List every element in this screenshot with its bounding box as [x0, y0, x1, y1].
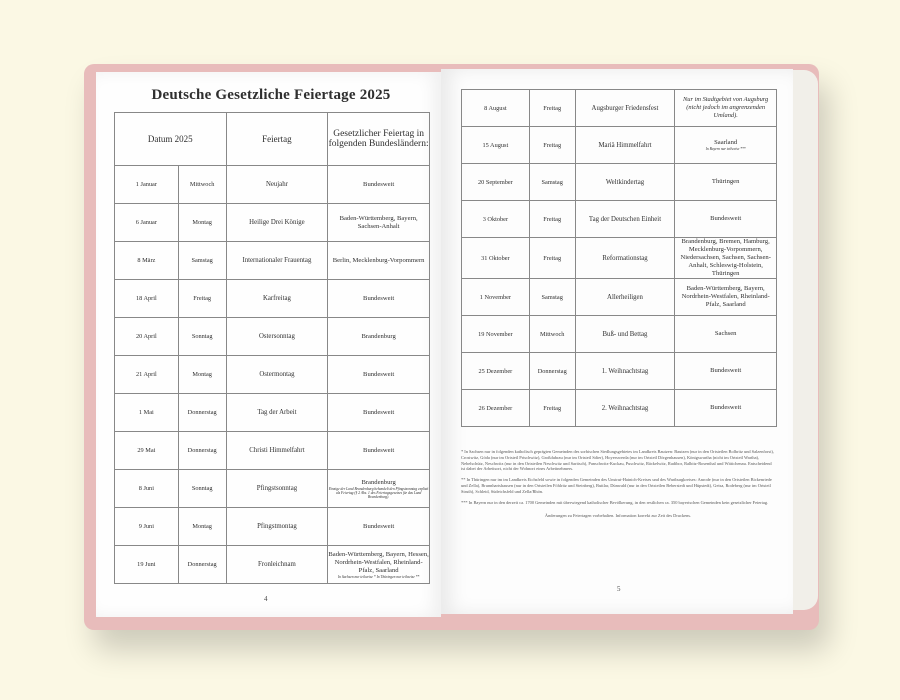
- states-cell-text: Brandenburg, Bremen, Hamburg, Mecklenburg-Vorpommern, Niedersachsen, Sachsen, Sachsen-Anhalt, Schleswig-Holstein, Thüringen: [680, 238, 771, 277]
- holiday-name-cell-text: Tag der Arbeit: [257, 409, 297, 416]
- holiday-name-cell-text: Allerheiligen: [607, 293, 643, 301]
- date-cell: [115, 166, 179, 204]
- weekday-cell-text: Donnerstag: [187, 409, 217, 416]
- date-cell-text: 20 September: [477, 178, 513, 186]
- holiday-name-cell: [575, 316, 675, 353]
- states-cell-text: Baden-Württemberg, Bayern, Nordrhein-Westfalen, Rheinland-Pfalz, Saarland: [681, 285, 770, 308]
- holiday-name-cell-text: Fronleichnam: [258, 561, 296, 568]
- states-cell-text: Baden-Württemberg, Bayern, Sachsen-Anhalt: [339, 214, 418, 230]
- date-cell-text: 6 Januar: [135, 219, 157, 226]
- holiday-name-cell-text: Karfreitag: [262, 295, 291, 302]
- holiday-name-cell-text: 2. Weihnachtstag: [601, 404, 649, 412]
- states-cell-text: Bundesweit: [363, 294, 395, 302]
- states-cell: [675, 127, 777, 164]
- table-row: [115, 242, 430, 280]
- states-cell-text: Nur im Stadtgebiet von Augsburg (nicht jedoch im angrenzenden Umland).: [683, 96, 769, 119]
- weekday-cell: [178, 166, 226, 204]
- date-cell: [462, 390, 530, 427]
- table-row: [462, 164, 777, 201]
- weekday-cell: [178, 318, 226, 356]
- table-row: [462, 279, 777, 316]
- weekday-cell: [529, 390, 575, 427]
- date-cell: [115, 546, 179, 584]
- states-cell: [328, 546, 430, 584]
- header-states: Gesetzlicher Feiertag in folgenden Bundesländern:: [328, 113, 430, 166]
- states-cell: [328, 432, 430, 470]
- states-cell-text: Brandenburg: [361, 332, 396, 340]
- holiday-name-cell-text: Weltkindertag: [605, 178, 645, 186]
- date-cell: [462, 127, 530, 164]
- holiday-name-cell: [226, 432, 328, 470]
- weekday-cell: [529, 127, 575, 164]
- states-cell-text: Berlin, Mecklenburg-Vorpommern: [332, 256, 425, 264]
- table-row: [115, 204, 430, 242]
- weekday-cell: [178, 280, 226, 318]
- footnote-3: *** In Bayern nur in den derzeit ca. 1700 Gemeinden mit überwiegend katholischer Bevölkerung, in den restlichen ca. 350 bayerischen Gemeinden kein gesetzlicher Feiertag.: [461, 499, 769, 505]
- holiday-name-cell: [575, 127, 675, 164]
- date-cell: [462, 90, 530, 127]
- holiday-name-cell: [226, 204, 328, 242]
- date-cell: [462, 201, 530, 238]
- date-cell-text: 8 August: [484, 104, 507, 112]
- holiday-name-cell: [575, 238, 675, 279]
- page-title: Deutsche Gesetzliche Feiertage 2025: [151, 87, 391, 103]
- weekday-cell: [529, 238, 575, 279]
- page-number: 4: [264, 595, 268, 603]
- holiday-name-cell-text: Buß- und Bettag: [602, 330, 648, 338]
- states-cell: [675, 238, 777, 279]
- holiday-name-cell-text: Internationaler Frauentag: [242, 257, 312, 264]
- weekday-cell-text: Mittwoch: [539, 330, 565, 338]
- date-cell-text: 8 März: [137, 257, 156, 264]
- date-cell-text: 1 Januar: [135, 181, 157, 188]
- weekday-cell-text: Montag: [192, 371, 212, 378]
- holiday-name-cell-text: Heilige Drei Könige: [249, 219, 305, 226]
- holiday-name-cell: [575, 201, 675, 238]
- holiday-name-cell: [226, 470, 328, 508]
- states-cell-text: Sachsen: [714, 330, 737, 337]
- weekday-cell-text: Freitag: [543, 141, 562, 149]
- holiday-table-left: [114, 112, 430, 584]
- table-row: [115, 356, 430, 394]
- holiday-name-cell: [226, 318, 328, 356]
- date-cell: [462, 316, 530, 353]
- table-row: [462, 201, 777, 238]
- states-cell-text: Thüringen: [711, 178, 740, 185]
- holiday-name-cell: [226, 242, 328, 280]
- holiday-name-cell: [575, 90, 675, 127]
- holiday-name-cell: [226, 280, 328, 318]
- weekday-cell: [529, 90, 575, 127]
- holiday-name-cell-text: Ostermontag: [259, 371, 295, 378]
- states-cell: [328, 318, 430, 356]
- states-cell-text: Bundesweit: [363, 522, 395, 530]
- weekday-cell: [529, 353, 575, 390]
- table-row: [115, 432, 430, 470]
- date-cell: [115, 204, 179, 242]
- state-footnote: Einzige der Land Brandenburg behandelt den Pfingstsonntag explizit als Feiertag (§ 2 Abs. 1 des Feiertagsgesetzes für das Land Brandenburg).: [328, 486, 429, 499]
- table-row: [462, 353, 777, 390]
- weekday-cell: [178, 432, 226, 470]
- holiday-name-cell: [575, 353, 675, 390]
- weekday-cell-text: Donnerstag: [187, 447, 217, 454]
- weekday-cell-text: Sonntag: [191, 485, 213, 492]
- states-cell: [328, 394, 430, 432]
- holiday-name-cell-text: Pfingstmontag: [257, 523, 297, 530]
- states-cell-text: Bundesweit: [710, 215, 742, 222]
- weekday-cell: [178, 204, 226, 242]
- footnote-1: * In Sachsen nur in folgenden katholisch geprägten Gemeinden des sorbischen Siedlungsgebietes im Landkreis Bautzen: Bautzen (nur in den Ortsteilen Bolbritz und Salzenforst), Crostwitz, Göda (nur im Ortsteil Prischwitz), Großdubrau (nur im Ortsteil Sdier), Hoyerswerda (nur im Ortsteil Dörgenhausen), Königswartha (nicht im Ortsteil Wartha), Nebelschütz, Neschwitz (nur in den Ortsteilen Neschwitz und Saritsch), Panschwitz-Kuckau, Puschwitz, Räckelwitz, Radibor, Ralbitz-Rosenthal und Wittichenau. Entscheidend ist dabei der Arbeitsort, nicht der Wohnort eines Arbeitnehmers.: [461, 449, 774, 472]
- state-footnote: In Bayern nur teilweise ***: [705, 147, 746, 151]
- holiday-name-cell: [575, 164, 675, 201]
- holiday-name-cell-text: Tag der Deutschen Einheit: [588, 215, 662, 223]
- weekday-cell: [178, 394, 226, 432]
- date-cell-text: 1 November: [479, 293, 512, 301]
- table-row: [462, 90, 777, 127]
- table-row: [115, 394, 430, 432]
- table-row: [115, 166, 430, 204]
- table-row: [462, 316, 777, 353]
- date-cell-text: 20 April: [135, 333, 157, 340]
- states-cell: [328, 508, 430, 546]
- date-cell: [462, 353, 530, 390]
- weekday-cell-text: Freitag: [543, 215, 562, 223]
- table-row: [462, 390, 777, 427]
- date-cell: [115, 432, 179, 470]
- table-row: [462, 238, 777, 279]
- weekday-cell-text: Freitag: [543, 254, 562, 262]
- states-cell: [675, 316, 777, 353]
- date-cell: [462, 164, 530, 201]
- date-cell-text: 21 April: [135, 371, 157, 378]
- date-cell-text: 1 Mai: [138, 409, 154, 416]
- disclaimer: Änderungen zu Feiertagen vorbehalten. Information korrekt zur Zeit des Druckens.: [544, 513, 692, 519]
- holiday-name-cell-text: Reformationstag: [602, 254, 648, 262]
- table-row: [115, 508, 430, 546]
- states-cell-text: Bundesweit: [363, 370, 395, 378]
- page-block-edge: [790, 70, 818, 610]
- weekday-cell: [178, 356, 226, 394]
- holiday-name-cell: [226, 508, 328, 546]
- footnotes: [461, 449, 775, 524]
- date-cell: [462, 238, 530, 279]
- states-cell: [328, 280, 430, 318]
- weekday-cell: [529, 279, 575, 316]
- states-cell: [675, 353, 777, 390]
- holiday-name-cell-text: Christi Himmelfahrt: [249, 447, 305, 454]
- date-cell: [115, 242, 179, 280]
- weekday-cell: [529, 164, 575, 201]
- weekday-cell: [529, 201, 575, 238]
- header-holiday: Feiertag: [226, 113, 328, 166]
- date-cell-text: 25 Dezember: [478, 367, 513, 375]
- states-cell: [675, 164, 777, 201]
- states-cell: [328, 356, 430, 394]
- holiday-name-cell: [226, 394, 328, 432]
- states-cell-text: Bundesweit: [710, 404, 742, 411]
- states-cell-text: Bundesweit: [710, 367, 742, 374]
- states-cell: [675, 390, 777, 427]
- states-cell: [328, 242, 430, 280]
- weekday-cell: [529, 316, 575, 353]
- states-cell: [328, 166, 430, 204]
- holiday-name-cell-text: Neujahr: [265, 181, 288, 188]
- footnote-2: ** In Thüringen nur im im Landkreis Eichsfeld sowie in folgenden Gemeinden des Unstrut-Hainich-Kreises und des Wartburgkreises: Anrode (nur in den Ortsteilen Bickenriede und Zella), Brunnhartshausen (nur in den Ortsteilen Föhlritz und Steinberg), Buttlar, Dünwald (nur in den Ortsteilen Beberstedt und Hüpstedt), Geisa, Rodeberg (nur im Ortsteil Struth), Schleid, Südeichsfeld und Zella/Rhön.: [461, 477, 772, 494]
- weekday-cell-text: Montag: [192, 219, 212, 226]
- states-cell-text: Bundesweit: [363, 408, 395, 416]
- holiday-name-cell: [226, 356, 328, 394]
- holiday-name-cell-text: Augsburger Friedensfest: [591, 104, 659, 112]
- states-cell-text: Bundesweit: [363, 180, 395, 188]
- states-cell-text: Brandenburg: [361, 478, 396, 486]
- state-footnote: In Sachsen nur teilweise * In Thüringen nur teilweise **: [337, 574, 420, 579]
- table-row: [115, 318, 430, 356]
- date-cell-text: 15 August: [482, 141, 509, 149]
- weekday-cell-text: Sonntag: [191, 333, 213, 340]
- states-cell: [675, 201, 777, 238]
- weekday-cell-text: Donnerstag: [537, 367, 567, 375]
- date-cell-text: 9 Juni: [138, 523, 154, 530]
- weekday-cell-text: Freitag: [543, 104, 562, 112]
- table-row: [115, 470, 430, 508]
- table-row: [462, 127, 777, 164]
- weekday-cell-text: Freitag: [193, 295, 212, 302]
- table-row: [115, 280, 430, 318]
- date-cell-text: 19 Juni: [137, 561, 156, 568]
- page-number: 5: [617, 585, 621, 593]
- weekday-cell-text: Mittwoch: [189, 181, 215, 188]
- weekday-cell: [178, 508, 226, 546]
- states-cell: [675, 90, 777, 127]
- weekday-cell: [178, 242, 226, 280]
- weekday-cell: [178, 546, 226, 584]
- states-cell: [328, 204, 430, 242]
- states-cell: [328, 470, 430, 508]
- weekday-cell: [178, 470, 226, 508]
- date-cell-text: 3 Oktober: [482, 215, 509, 223]
- holiday-name-cell-text: 1. Weihnachtstag: [601, 367, 649, 375]
- states-cell-text: Baden-Württemberg, Bayern, Hessen, Nordrhein-Westfalen, Rheinland-Pfalz, Saarland: [328, 550, 429, 574]
- date-cell: [115, 356, 179, 394]
- holiday-name-cell-text: Pfingstsonntag: [256, 485, 298, 492]
- holiday-name-cell: [226, 546, 328, 584]
- date-cell: [462, 279, 530, 316]
- holiday-name-cell-text: Ostersonntag: [258, 333, 295, 340]
- date-cell-text: 29 Mai: [137, 447, 156, 454]
- date-cell: [115, 470, 179, 508]
- date-cell-text: 31 Oktober: [481, 254, 510, 262]
- weekday-cell-text: Samstag: [191, 257, 213, 264]
- table-header-row: [115, 113, 430, 166]
- holiday-name-cell: [575, 390, 675, 427]
- states-cell-text: Bundesweit: [363, 446, 395, 454]
- holiday-name-cell: [575, 279, 675, 316]
- weekday-cell-text: Donnerstag: [187, 561, 217, 568]
- date-cell-text: 8 Juni: [138, 485, 154, 492]
- date-cell: [115, 508, 179, 546]
- date-cell: [115, 280, 179, 318]
- header-date: Datum 2025: [115, 113, 227, 166]
- weekday-cell-text: Montag: [192, 523, 212, 530]
- weekday-cell-text: Samstag: [541, 178, 563, 186]
- weekday-cell-text: Samstag: [541, 293, 563, 301]
- holiday-name-cell: [226, 166, 328, 204]
- states-cell-text: Saarland: [714, 139, 738, 146]
- date-cell-text: 19 November: [478, 330, 513, 338]
- left-page: [96, 72, 441, 617]
- date-cell: [115, 394, 179, 432]
- date-cell-text: 18 April: [135, 295, 157, 302]
- right-page: [441, 69, 793, 614]
- weekday-cell-text: Freitag: [543, 404, 562, 412]
- table-row: [115, 546, 430, 584]
- holiday-name-cell-text: Mariä Himmelfahrt: [598, 141, 652, 149]
- states-cell: [675, 279, 777, 316]
- holiday-table-right: [461, 89, 777, 427]
- date-cell-text: 26 Dezember: [478, 404, 513, 412]
- date-cell: [115, 318, 179, 356]
